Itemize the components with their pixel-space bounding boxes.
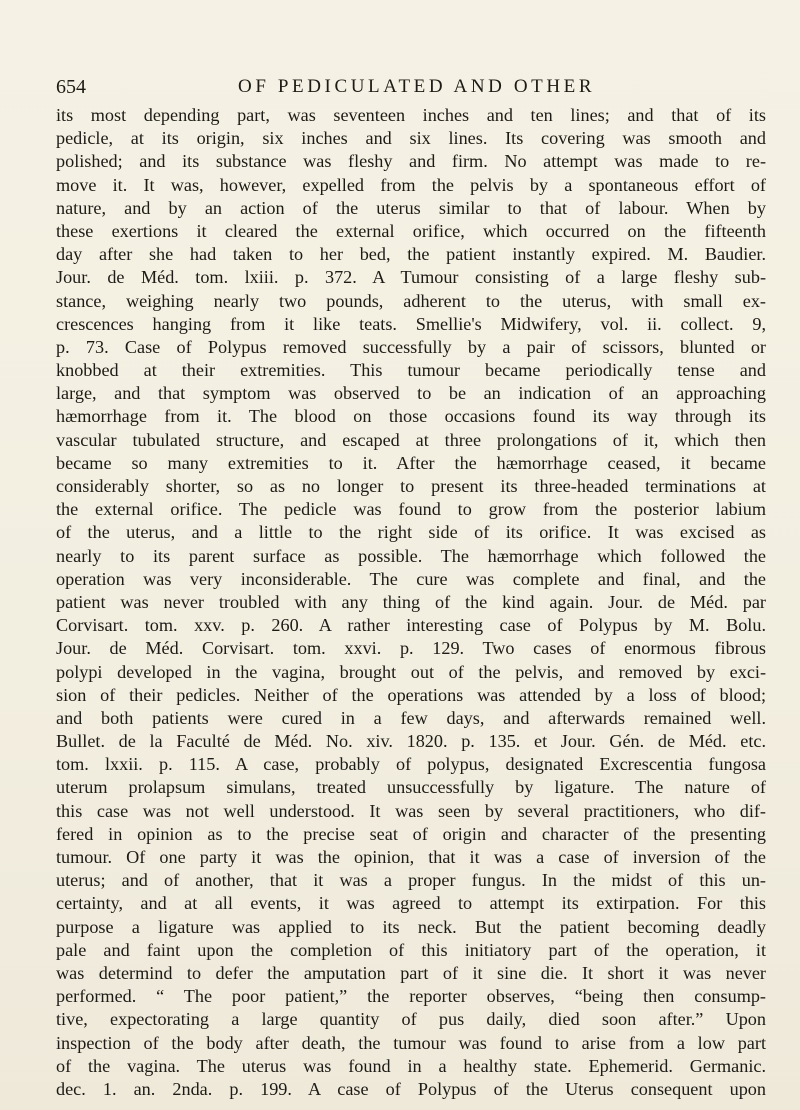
running-head: [56, 74, 756, 100]
text-line: move it. It was, however, expelled from the pelvis by a spontaneous effort of: [56, 174, 766, 195]
text-line: considerably shorter, so as no longer to present its three-headed terminations at: [56, 476, 766, 496]
text-line: Bullet. de la Faculté de Méd. No. xiv. 1820. p. 135. et Jour. Gén. de Méd. etc.: [56, 731, 766, 752]
text-line: this case was not well understood. It was seen by several practitioners, who dif-: [56, 800, 766, 821]
text-line: its most depending part, was seventeen inches and ten lines; and that of its: [56, 105, 766, 125]
page-number: 654: [56, 76, 86, 98]
text-line: large, and that symptom was observed to be an indication of an approaching: [56, 383, 766, 404]
text-line: uterus; and of another, that it was a proper fungus. In the midst of this un-: [56, 870, 766, 891]
text-line: Jour. de Méd. Corvisart. tom. xxvi. p. 129. Two cases of enormous fibrous: [56, 638, 766, 659]
text-line: tive, expectorating a large quantity of pus daily, died soon after.” Upon: [56, 1009, 766, 1030]
text-line: hæmorrhage from it. The blood on those occasions found its way through its: [56, 406, 766, 427]
text-line: polypi developed in the vagina, brought out of the pelvis, and removed by exci-: [56, 661, 766, 682]
text-line: p. 73. Case of Polypus removed successfully by a pair of scissors, blunted or: [56, 336, 766, 357]
text-line: tom. lxxii. p. 115. A case, probably of polypus, designated Excrescentia fungosa: [56, 754, 766, 775]
text-line: day after she had taken to her bed, the patient instantly expired. M. Baudier.: [56, 244, 766, 265]
text-line: tumour. Of one party it was the opinion, that it was a case of inversion of the: [56, 847, 766, 867]
text-line: uterum prolapsum simulans, treated unsuccessfully by ligature. The nature of: [56, 777, 766, 798]
text-line: inspection of the body after death, the tumour was found to arise from a low part: [56, 1032, 766, 1053]
text-line: crescences hanging from it like teats. Smellie's Midwifery, vol. ii. collect. 9,: [56, 313, 766, 334]
text-line: certainty, and at all events, it was agreed to attempt its extirpation. For this: [56, 893, 766, 914]
text-line: polished; and its substance was fleshy and firm. No attempt was made to re-: [56, 151, 766, 172]
body-text: [56, 104, 766, 1101]
running-title: OF PEDICULATED AND OTHER: [238, 76, 596, 97]
text-line: vascular tubulated structure, and escaped at three prolongations of it, which then: [56, 429, 766, 450]
text-line: of the uterus, and a little to the right side of its orifice. It was excised as: [56, 522, 766, 543]
text-line: of the vagina. The uterus was found in a healthy state. Ephemerid. Germanic.: [56, 1055, 766, 1076]
text-line: Corvisart. tom. xxv. p. 260. A rather interesting case of Polypus by M. Bolu.: [56, 615, 766, 636]
text-line: pedicle, at its origin, six inches and six lines. Its covering was smooth and: [56, 128, 766, 149]
text-line: operation was very inconsiderable. The cure was complete and final, and the: [56, 568, 766, 589]
text-line: and both patients were cured in a few days, and afterwards remained well.: [56, 707, 766, 728]
text-line: the external orifice. The pedicle was found to grow from the posterior labium: [56, 499, 766, 520]
text-line: knobbed at their extremities. This tumour became periodically tense and: [56, 360, 766, 381]
text-line: Jour. de Méd. tom. lxiii. p. 372. A Tumour consisting of a large fleshy sub-: [56, 267, 766, 288]
text-line: became so many extremities to it. After the hæmorrhage ceased, it became: [56, 452, 766, 473]
text-line: dec. 1. an. 2nda. p. 199. A case of Polypus of the Uterus consequent upon: [56, 1078, 766, 1099]
text-line: nature, and by an action of the uterus similar to that of labour. When by: [56, 197, 766, 218]
text-line: fered in opinion as to the precise seat of origin and character of the presenting: [56, 823, 766, 844]
text-line: stance, weighing nearly two pounds, adherent to the uterus, with small ex-: [56, 290, 766, 311]
text-line: sion of their pedicles. Neither of the operations was attended by a loss of blood;: [56, 684, 766, 705]
text-line: was determind to defer the amputation part of it sine die. It short it was never: [56, 962, 766, 983]
text-line: purpose a ligature was applied to its neck. But the patient becoming deadly: [56, 916, 766, 937]
text-line: nearly to its parent surface as possible. The hæmorrhage which followed the: [56, 545, 766, 566]
text-line: performed. “ The poor patient,” the reporter observes, “being then consump-: [56, 986, 766, 1007]
text-line: pale and faint upon the completion of this initiatory part of the operation, it: [56, 939, 766, 960]
text-line: these exertions it cleared the external orifice, which occurred on the fifteenth: [56, 220, 766, 241]
text-line: patient was never troubled with any thing of the kind again. Jour. de Méd. par: [56, 591, 766, 612]
